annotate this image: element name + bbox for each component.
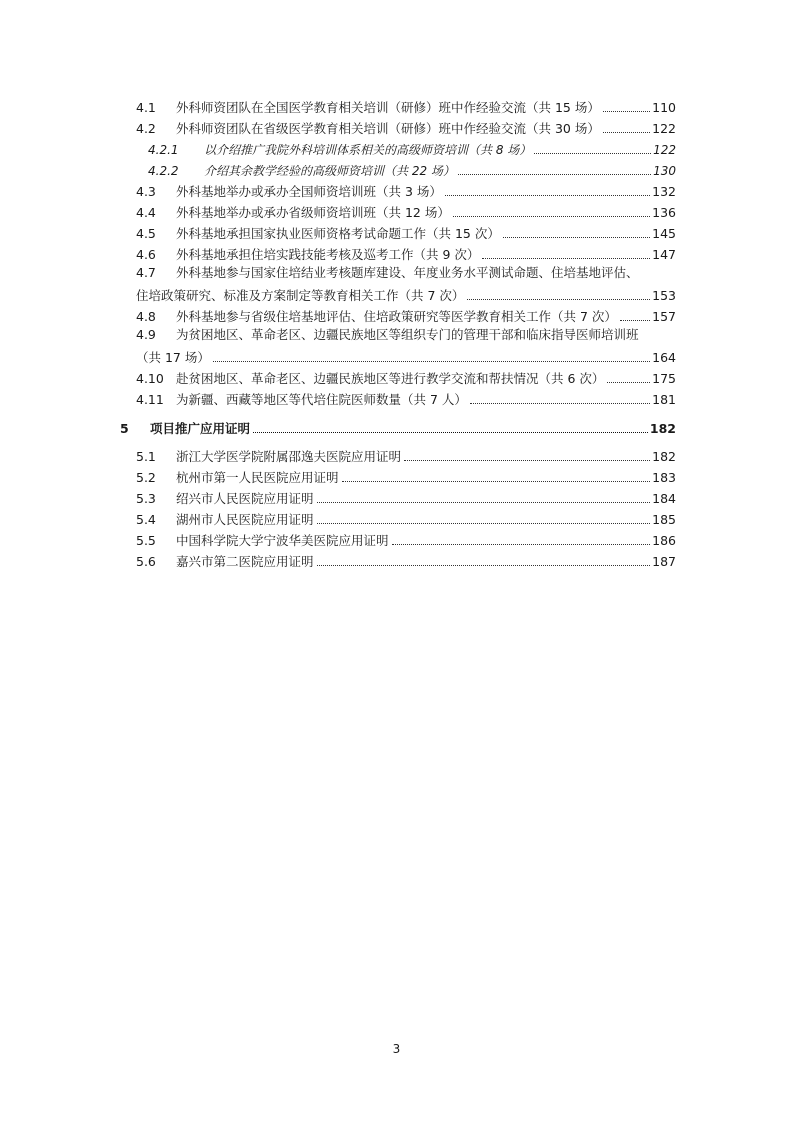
- toc-leader-dots: [317, 565, 651, 566]
- toc-entry-title: 赴贫困地区、革命老区、边疆民族地区等进行教学交流和帮扶情况（共 6 次）: [176, 371, 605, 386]
- toc-leader-dots: [603, 132, 650, 133]
- toc-entry-number: 4.9: [136, 327, 156, 342]
- toc-entry-page: 175: [652, 371, 676, 386]
- toc-entry-title: 外科师资团队在省级医学教育相关培训（研修）班中作经验交流（共 30 场）: [176, 121, 600, 136]
- toc-leader-dots: [620, 320, 650, 321]
- toc-leader-dots: [482, 258, 650, 259]
- toc-entry-page: 153: [652, 288, 676, 303]
- toc-leader-dots: [392, 544, 651, 545]
- toc-entry-page: 132: [652, 184, 676, 199]
- toc-entry-number: 4.11: [136, 392, 164, 407]
- toc-leader-dots: [607, 382, 650, 383]
- toc-entry-4-9-first-line[interactable]: [136, 328, 639, 342]
- toc-entry-4-2-1[interactable]: [148, 141, 676, 157]
- toc-entry-4-7-first-line[interactable]: [136, 266, 639, 280]
- toc-entry-number: 4.7: [136, 265, 156, 280]
- toc-entry-number: 4.10: [136, 371, 164, 386]
- toc-leader-dots: [467, 299, 650, 300]
- toc-entry-4-3[interactable]: [136, 183, 676, 199]
- toc-entry-4-5[interactable]: [136, 225, 676, 241]
- toc-leader-dots: [317, 523, 651, 524]
- toc-leader-dots: [458, 174, 651, 175]
- toc-leader-dots: [470, 403, 650, 404]
- toc-entry-page: 122: [653, 143, 676, 157]
- toc-entry-4-8[interactable]: [136, 308, 676, 324]
- toc-entry-title: 浙江大学医学院附属邵逸夫医院应用证明: [176, 449, 402, 464]
- toc-entry-4-9[interactable]: [136, 349, 676, 365]
- toc-entry-5-4[interactable]: [136, 511, 676, 527]
- toc-entry-title-continued: （共 17 场）: [136, 350, 210, 365]
- toc-entry-title: 外科基地举办或承办全国师资培训班（共 3 场）: [176, 184, 442, 199]
- toc-entry-5-1[interactable]: [136, 448, 676, 464]
- toc-entry-page: 145: [652, 226, 676, 241]
- toc-entry-page: 181: [652, 392, 676, 407]
- toc-entry-title: 为贫困地区、革命老区、边疆民族地区等组织专门的管理干部和临床指导医师培训班: [176, 327, 639, 342]
- toc-entry-4-4[interactable]: [136, 204, 676, 220]
- toc-entry-page: 130: [653, 164, 676, 178]
- toc-entry-4-1[interactable]: [136, 99, 676, 115]
- toc-entry-4-7[interactable]: [136, 287, 676, 303]
- toc-chapter-5[interactable]: [120, 420, 676, 436]
- toc-entry-page: 187: [652, 554, 676, 569]
- toc-leader-dots: [404, 460, 650, 461]
- toc-entry-page: 136: [652, 205, 676, 220]
- toc-entry-number: 4.4: [136, 205, 156, 220]
- toc-leader-dots: [213, 361, 650, 362]
- toc-entry-number: 5.5: [136, 533, 156, 548]
- toc-entry-number: 5.6: [136, 554, 156, 569]
- toc-entry-title: 项目推广应用证明: [150, 421, 251, 436]
- toc-entry-5-3[interactable]: [136, 490, 676, 506]
- page-number: 3: [392, 1042, 401, 1056]
- toc-entry-title: 外科基地参与国家住培结业考核题库建设、年度业务水平测试命题、住培基地评估、: [176, 265, 639, 280]
- toc-entry-title: 中国科学院大学宁波华美医院应用证明: [176, 533, 389, 548]
- toc-entry-title: 外科基地举办或承办省级师资培训班（共 12 场）: [176, 205, 450, 220]
- toc-entry-number: 5.1: [136, 449, 156, 464]
- toc-entry-title: 湖州市人民医院应用证明: [176, 512, 314, 527]
- toc-entry-5-2[interactable]: [136, 469, 676, 485]
- toc-entry-page: 110: [652, 100, 676, 115]
- toc-entry-4-2-2[interactable]: [148, 162, 676, 178]
- toc-leader-dots: [253, 432, 648, 433]
- toc-entry-number: 4.1: [136, 100, 156, 115]
- toc-entry-4-11[interactable]: [136, 391, 676, 407]
- toc-entry-4-10[interactable]: [136, 370, 676, 386]
- toc-entry-title: 外科基地承担国家执业医师资格考试命题工作（共 15 次）: [176, 226, 500, 241]
- toc-entry-page: 185: [652, 512, 676, 527]
- toc-entry-page: 184: [652, 491, 676, 506]
- toc-entry-title: 杭州市第一人民医院应用证明: [176, 470, 339, 485]
- toc-entry-number: 4.2: [136, 121, 156, 136]
- toc-entry-4-6[interactable]: [136, 246, 676, 262]
- toc-entry-number: 4.5: [136, 226, 156, 241]
- toc-entry-page: 157: [652, 309, 676, 324]
- toc-entry-number: 4.6: [136, 247, 156, 262]
- toc-entry-page: 186: [652, 533, 676, 548]
- toc-entry-title-continued: 住培政策研究、标准及方案制定等教育相关工作（共 7 次）: [136, 288, 465, 303]
- toc-entry-5-5[interactable]: [136, 532, 676, 548]
- toc-entry-number: 4.2.2: [148, 164, 179, 178]
- toc-entry-number: 4.2.1: [148, 143, 179, 157]
- toc-entry-title: 介绍其余教学经验的高级师资培训（共 22 场）: [204, 164, 455, 178]
- toc-entry-title: 外科师资团队在全国医学教育相关培训（研修）班中作经验交流（共 15 场）: [176, 100, 600, 115]
- toc-entry-number: 4.8: [136, 309, 156, 324]
- toc-entry-page: 183: [652, 470, 676, 485]
- toc-entry-number: 4.3: [136, 184, 156, 199]
- toc-leader-dots: [342, 481, 651, 482]
- toc-leader-dots: [534, 153, 651, 154]
- toc-entry-title: 绍兴市人民医院应用证明: [176, 491, 314, 506]
- toc-entry-number: 5: [120, 421, 129, 436]
- toc-leader-dots: [603, 111, 650, 112]
- toc-leader-dots: [453, 216, 650, 217]
- toc-entry-page: 182: [652, 449, 676, 464]
- toc-entry-4-2[interactable]: [136, 120, 676, 136]
- toc-entry-page: 122: [652, 121, 676, 136]
- toc-entry-number: 5.4: [136, 512, 156, 527]
- toc-entry-page: 147: [652, 247, 676, 262]
- toc-leader-dots: [445, 195, 650, 196]
- toc-entry-5-6[interactable]: [136, 553, 676, 569]
- toc-entry-title: 嘉兴市第二医院应用证明: [176, 554, 314, 569]
- toc-entry-page: 182: [649, 421, 676, 436]
- toc-entry-number: 5.2: [136, 470, 156, 485]
- toc-leader-dots: [317, 502, 651, 503]
- toc-entry-page: 164: [652, 350, 676, 365]
- toc-entry-title: 外科基地参与省级住培基地评估、住培政策研究等医学教育相关工作（共 7 次）: [176, 309, 617, 324]
- toc-entry-title: 为新疆、西藏等地区等代培住院医师数量（共 7 人）: [176, 392, 467, 407]
- toc-leader-dots: [503, 237, 650, 238]
- toc-entry-title: 外科基地承担住培实践技能考核及巡考工作（共 9 次）: [176, 247, 480, 262]
- toc-entry-number: 5.3: [136, 491, 156, 506]
- toc-entry-title: 以介绍推广我院外科培训体系相关的高级师资培训（共 8 场）: [204, 143, 532, 157]
